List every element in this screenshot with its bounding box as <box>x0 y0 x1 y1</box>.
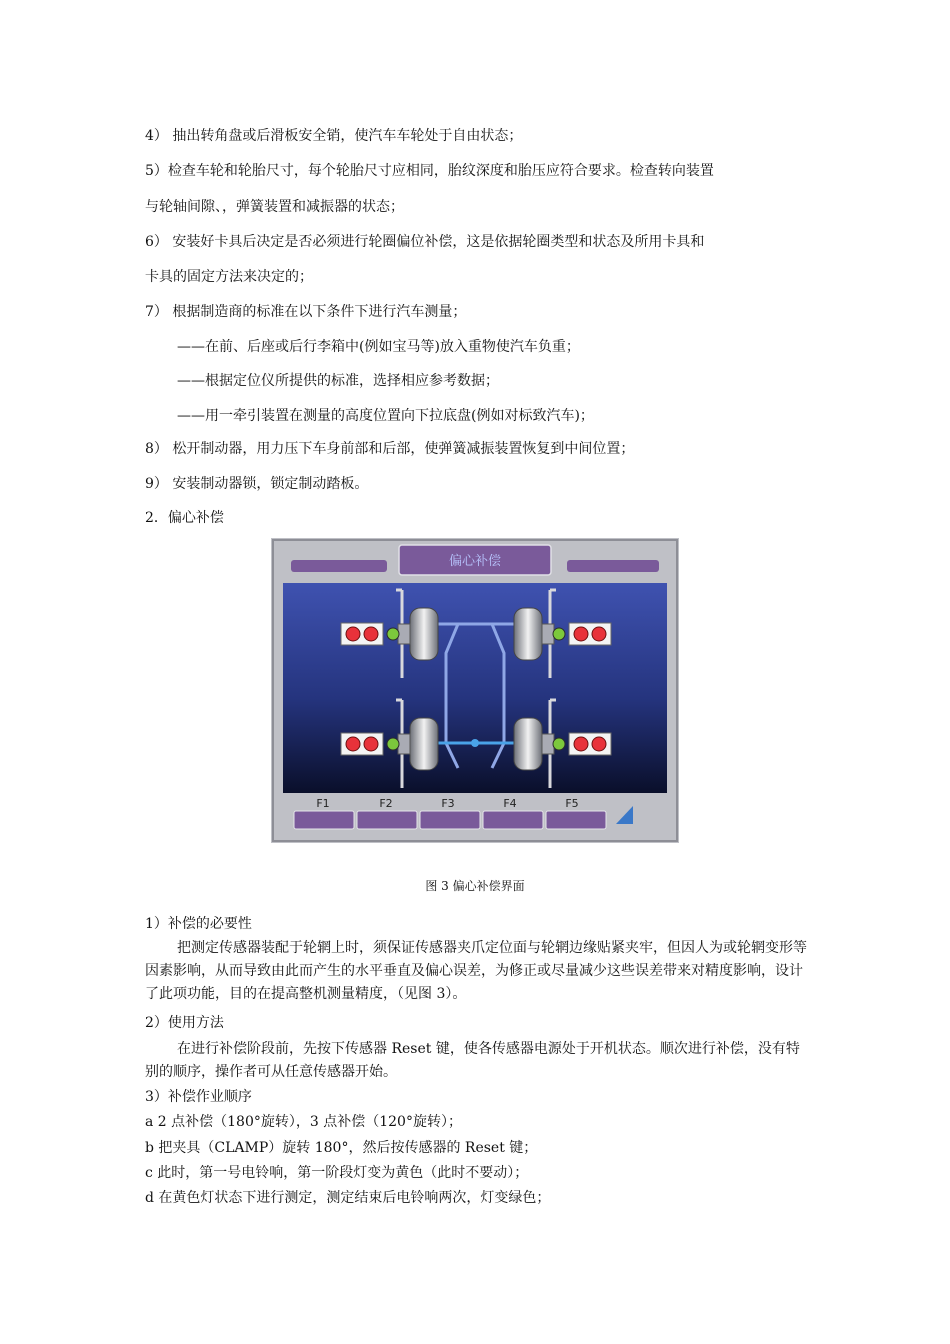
fkey-button-f3 <box>420 811 480 829</box>
compensation-screen-drawing <box>271 538 679 843</box>
section-2-body: 在进行补偿阶段前，先按下传感器 Reset 键，使各传感器电源处于开机状态。顺次进行补偿，没有特别的顺序，操作者可从任意传感器开始。 <box>145 1041 800 1080</box>
sensor-body-rear-right <box>542 734 554 754</box>
sensor-body-front-right <box>542 624 554 644</box>
step-5-line-1: 5）检查车轮和轮胎尺寸，每个轮胎尺寸应相同，胎纹深度和胎压应符合要求。检查转向装置 <box>145 163 714 179</box>
status-lamp-red-rear-left-1 <box>346 737 360 751</box>
status-lamp-red-rear-right-1 <box>574 737 588 751</box>
status-lamp-red-front-right-2 <box>592 627 606 641</box>
header-left-field <box>291 560 387 572</box>
sensor-body-front-left <box>398 624 410 644</box>
step-6-line-1: 6） 安装好卡具后决定是否必须进行轮圈偏位补偿，这是依据轮圈类型和状态及所用卡具和 <box>145 234 705 250</box>
fkey-button-f4 <box>483 811 543 829</box>
procedure-item-a: a 2 点补偿（180°旋转），3 点补偿（120°旋转）； <box>145 1114 462 1130</box>
tire-front-right <box>514 608 542 660</box>
section-3-title: 3）补偿作业顺序 <box>145 1089 252 1105</box>
step-7: 7） 根据制造商的标准在以下条件下进行汽车测量； <box>145 304 467 320</box>
section-1-body: 把测定传感器装配于轮辋上时，须保证传感器夹爪定位面与轮辋边缘贴紧夹牢，但因人为或轮辋变形等因素影响，从而导致由此而产生的水平垂直及偏心误差，为修正或尽量减少这些误差带来对精度影响，设计了此项功能，目的在提高整机测量精度，（见图 3）。 <box>145 940 807 1002</box>
step-8: 8） 松开制动器，用力压下车身前部和后部，使弹簧减振装置恢复到中间位置； <box>145 441 635 457</box>
fkey-button-f1 <box>294 811 354 829</box>
step-6-line-2: 卡具的固定方法来决定的； <box>145 269 313 285</box>
fkey-button-f2 <box>357 811 417 829</box>
status-lamp-red-front-left-2 <box>364 627 378 641</box>
sensor-body-rear-left <box>398 734 410 754</box>
tire-rear-left <box>410 718 438 770</box>
section-2-title: 2）使用方法 <box>145 1015 224 1031</box>
step-7-sub-2: ——根据定位仪所提供的标准，选择相应参考数据； <box>177 373 499 389</box>
figure-caption: 图 3 偏心补偿界面 <box>425 879 525 893</box>
fkey-label-f1: F1 <box>316 797 330 810</box>
fkey-button-f5 <box>546 811 606 829</box>
display-panel <box>283 583 667 793</box>
fkey-label-f2: F2 <box>379 797 393 810</box>
status-lamp-green-rear-left <box>387 738 399 750</box>
step-5-line-2: 与轮轴间隙、，弹簧装置和减振器的状态； <box>145 199 404 215</box>
status-lamp-green-front-right <box>553 628 565 640</box>
procedure-item-d: d 在黄色灯状态下进行测定，测定结束后电铃响两次，灯变绿色； <box>145 1190 551 1206</box>
status-lamp-green-front-left <box>387 628 399 640</box>
section-heading: 2．偏心补偿 <box>145 510 224 526</box>
status-lamp-red-rear-left-2 <box>364 737 378 751</box>
step-7-sub-1: ——在前、后座或后行李箱中(例如宝马等)放入重物使汽车负重； <box>177 339 580 355</box>
screen-title: 偏心补偿 <box>448 554 502 569</box>
eccentric-compensation-screen <box>271 538 679 843</box>
section-1-title: 1）补偿的必要性 <box>145 916 252 932</box>
step-4: 4） 抽出转角盘或后滑板安全销，使汽车车轮处于自由状态； <box>145 128 523 144</box>
tire-rear-right <box>514 718 542 770</box>
fkey-label-f3: F3 <box>441 797 455 810</box>
tire-front-left <box>410 608 438 660</box>
step-9: 9） 安装制动器锁，锁定制动踏板。 <box>145 476 369 492</box>
fkey-label-f5: F5 <box>565 797 579 810</box>
procedure-item-c: c 此时，第一号电铃响，第一阶段灯变为黄色（此时不要动）； <box>145 1165 529 1181</box>
status-lamp-red-rear-right-2 <box>592 737 606 751</box>
status-lamp-red-front-left-1 <box>346 627 360 641</box>
status-lamp-red-front-right-1 <box>574 627 588 641</box>
status-lamp-green-rear-right <box>553 738 565 750</box>
step-7-sub-3: ——用一牵引装置在测量的高度位置向下拉底盘(例如对标致汽车)； <box>177 408 594 424</box>
fkey-label-f4: F4 <box>503 797 517 810</box>
header-right-field <box>567 560 659 572</box>
procedure-item-b: b 把夹具（CLAMP）旋转 180°，然后按传感器的 Reset 键； <box>145 1140 538 1156</box>
